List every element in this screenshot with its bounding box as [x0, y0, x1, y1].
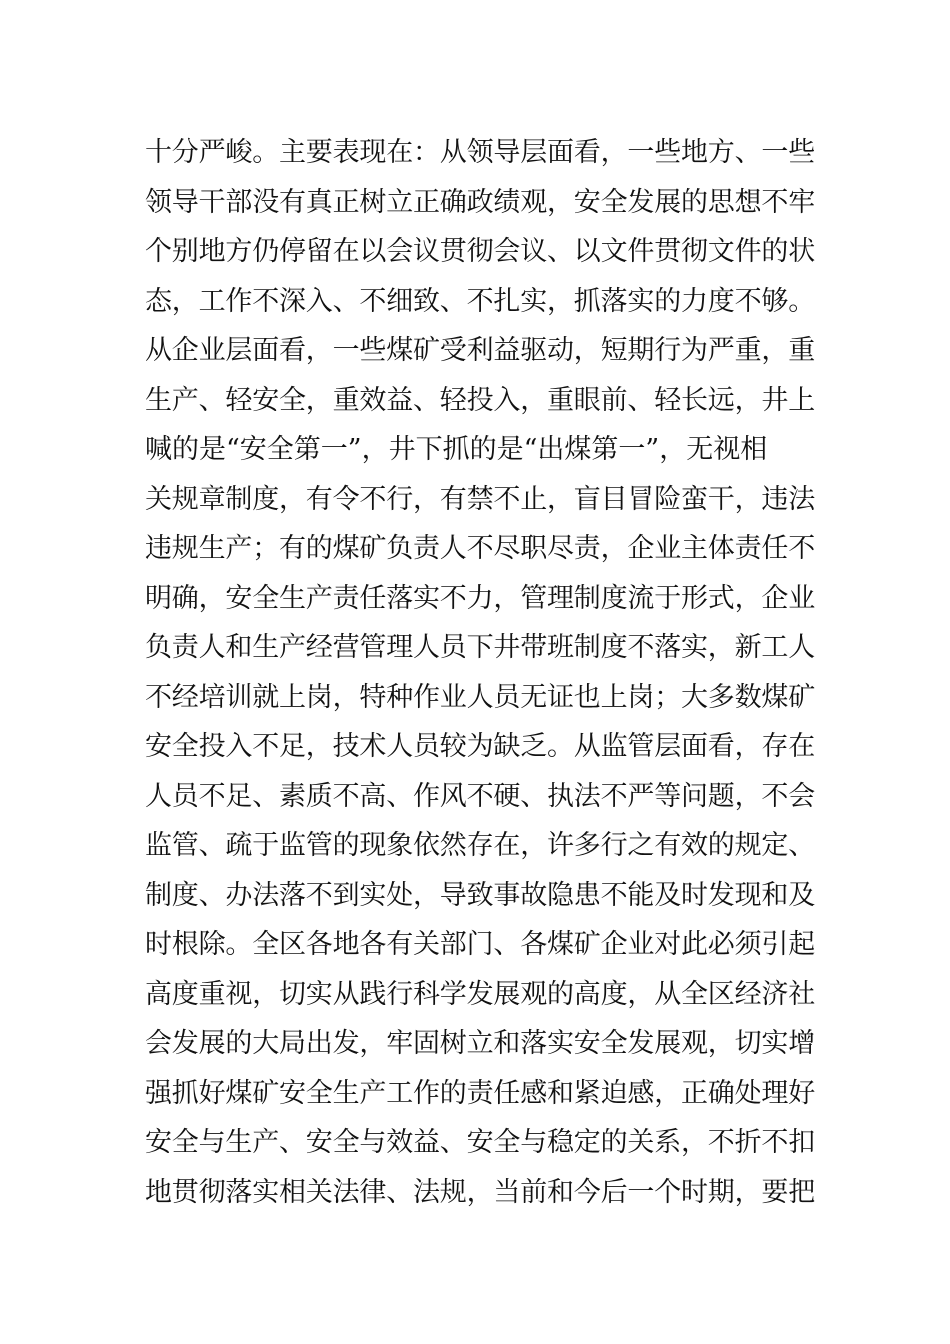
text-line: 时根除。全区各地各有关部门、各煤矿企业对此必须引起	[145, 929, 815, 960]
text-line: 安全投入不足，技术人员较为缺乏。从监管层面看，存在	[145, 731, 815, 762]
text-line: 违规生产；有的煤矿负责人不尽职尽责，企业主体责任不	[145, 533, 815, 564]
text-line: 地贯彻落实相关法律、法规，当前和今后一个时期，要把	[145, 1176, 815, 1208]
text-line: 负责人和生产经营管理人员下井带班制度不落实，新工人	[145, 632, 815, 663]
text-line: 明确，安全生产责任落实不力，管理制度流于形式，企业	[145, 582, 815, 614]
text-line: 关规章制度，有令不行，有禁不止，盲目冒险蛮干，违法	[145, 483, 815, 515]
text-line: 监管、疏于监管的现象依然存在，许多行之有效的规定、	[145, 830, 815, 861]
text-line: 制度、办法落不到实处，导致事故隐患不能及时发现和及	[145, 879, 815, 911]
text-line: 领导干部没有真正树立正确政绩观，安全发展的思想不牢	[145, 186, 815, 218]
body-paragraph	[145, 128, 815, 1217]
text-line: 强抓好煤矿安全生产工作的责任感和紧迫感，正确处理好	[145, 1077, 815, 1109]
text-line: 人员不足、素质不高、作风不硬、执法不严等问题，不会	[145, 780, 815, 812]
text-line: 生产、轻安全，重效益、轻投入，重眼前、轻长远，井上	[145, 384, 815, 416]
text-line: 十分严峻。主要表现在：从领导层面看，一些地方、一些	[145, 137, 815, 168]
text-line: 会发展的大局出发，牢固树立和落实安全发展观，切实增	[145, 1028, 815, 1059]
text-line: 高度重视，切实从践行科学发展观的高度，从全区经济社	[145, 978, 815, 1010]
text-line: 个别地方仍停留在以会议贯彻会议、以文件贯彻文件的状	[145, 236, 815, 267]
text-line: 喊的是“安全第一”，井下抓的是“出煤第一”，无视相	[145, 434, 768, 465]
text-line: 从企业层面看，一些煤矿受利益驱动，短期行为严重，重	[145, 335, 815, 366]
text-line: 安全与生产、安全与效益、安全与稳定的关系，不折不扣	[145, 1127, 815, 1158]
text-line: 不经培训就上岗，特种作业人员无证也上岗；大多数煤矿	[145, 681, 815, 713]
text-line: 态，工作不深入、不细致、不扎实，抓落实的力度不够。	[145, 285, 815, 317]
